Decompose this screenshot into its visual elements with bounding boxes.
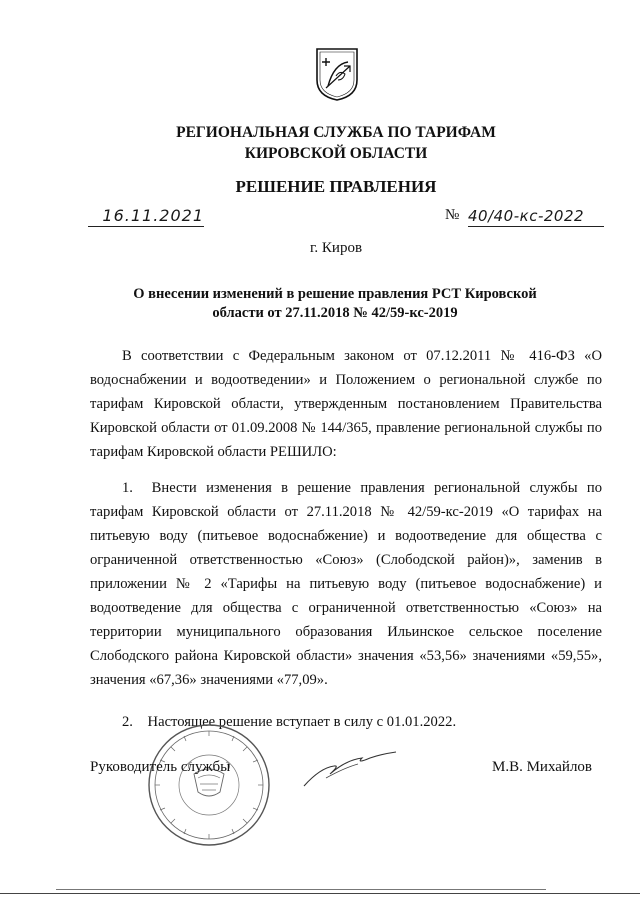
subject-line-2: области от 27.11.2018 № 42/59-кс-2019 — [212, 305, 458, 321]
org-line-2: КИРОВСКОЙ ОБЛАСТИ — [244, 145, 428, 162]
round-seal-icon — [146, 722, 272, 848]
subject-line-1: О внесении изменений в решение правления РСТ Кировской — [133, 286, 537, 302]
org-line-1: РЕГИОНАЛЬНАЯ СЛУЖБА ПО ТАРИФАМ — [176, 124, 496, 141]
scan-bottom-edge — [0, 893, 640, 894]
scan-edge-line — [56, 889, 546, 890]
list-item-1-number: 1. — [122, 480, 133, 496]
list-item-1 — [90, 476, 602, 692]
subject-heading — [100, 285, 570, 323]
organization-title — [0, 122, 640, 164]
handwritten-number: 40/40-кс-2022 — [468, 207, 585, 225]
decision-title: РЕШЕНИЕ ПРАВЛЕНИЯ — [235, 177, 437, 196]
number-prefix: № — [445, 207, 460, 223]
handwritten-signature-icon — [300, 746, 400, 790]
kirov-coat-of-arms-icon — [314, 46, 360, 102]
handwritten-date: 16.11.2021 — [102, 206, 204, 225]
intro-paragraph: В соответствии с Федеральным законом от 07.12.2011 № 416-ФЗ «О водоснабжении и водоотведении» и Положением о региональной службе по тарифам Кировской области, утвержденным постановлением Правительства Кировской области от 01.09.2008 № 144/365, правление региональной службы по тарифам Кировской области РЕШИЛО: — [90, 348, 602, 460]
signatory-position: Руководитель службы — [90, 759, 231, 775]
signatory-name: М.В. Михайлов — [492, 759, 593, 775]
date-field — [88, 204, 204, 227]
list-item-2-text: Настоящее решение вступает в силу с 01.01.2022. — [147, 714, 457, 730]
number-field — [468, 204, 604, 227]
list-item-1-text: Внести изменения в решение правления региональной службы по тарифам Кировской области от 27.11.2018 № 42/59-кс-2019 «О тарифах на питьевую воду (питьевое водоснабжение) и водоотведение для общества с ограниченной ответственностью «Союз» (Слободской район)», заменив в приложении № 2 «Тарифы на питьевую воду (питьевое водоснабжение) и водоотведение для общества с ограниченной ответственностью «Союз» на территории муниципального образования Ильинское сельское поселение Слободского района Кировской области» значения «53,56» значениями «59,55», значения «67,36» значениями «77,09». — [90, 480, 603, 688]
city-label: г. Киров — [309, 240, 363, 256]
list-item-2-number: 2. — [122, 714, 133, 730]
